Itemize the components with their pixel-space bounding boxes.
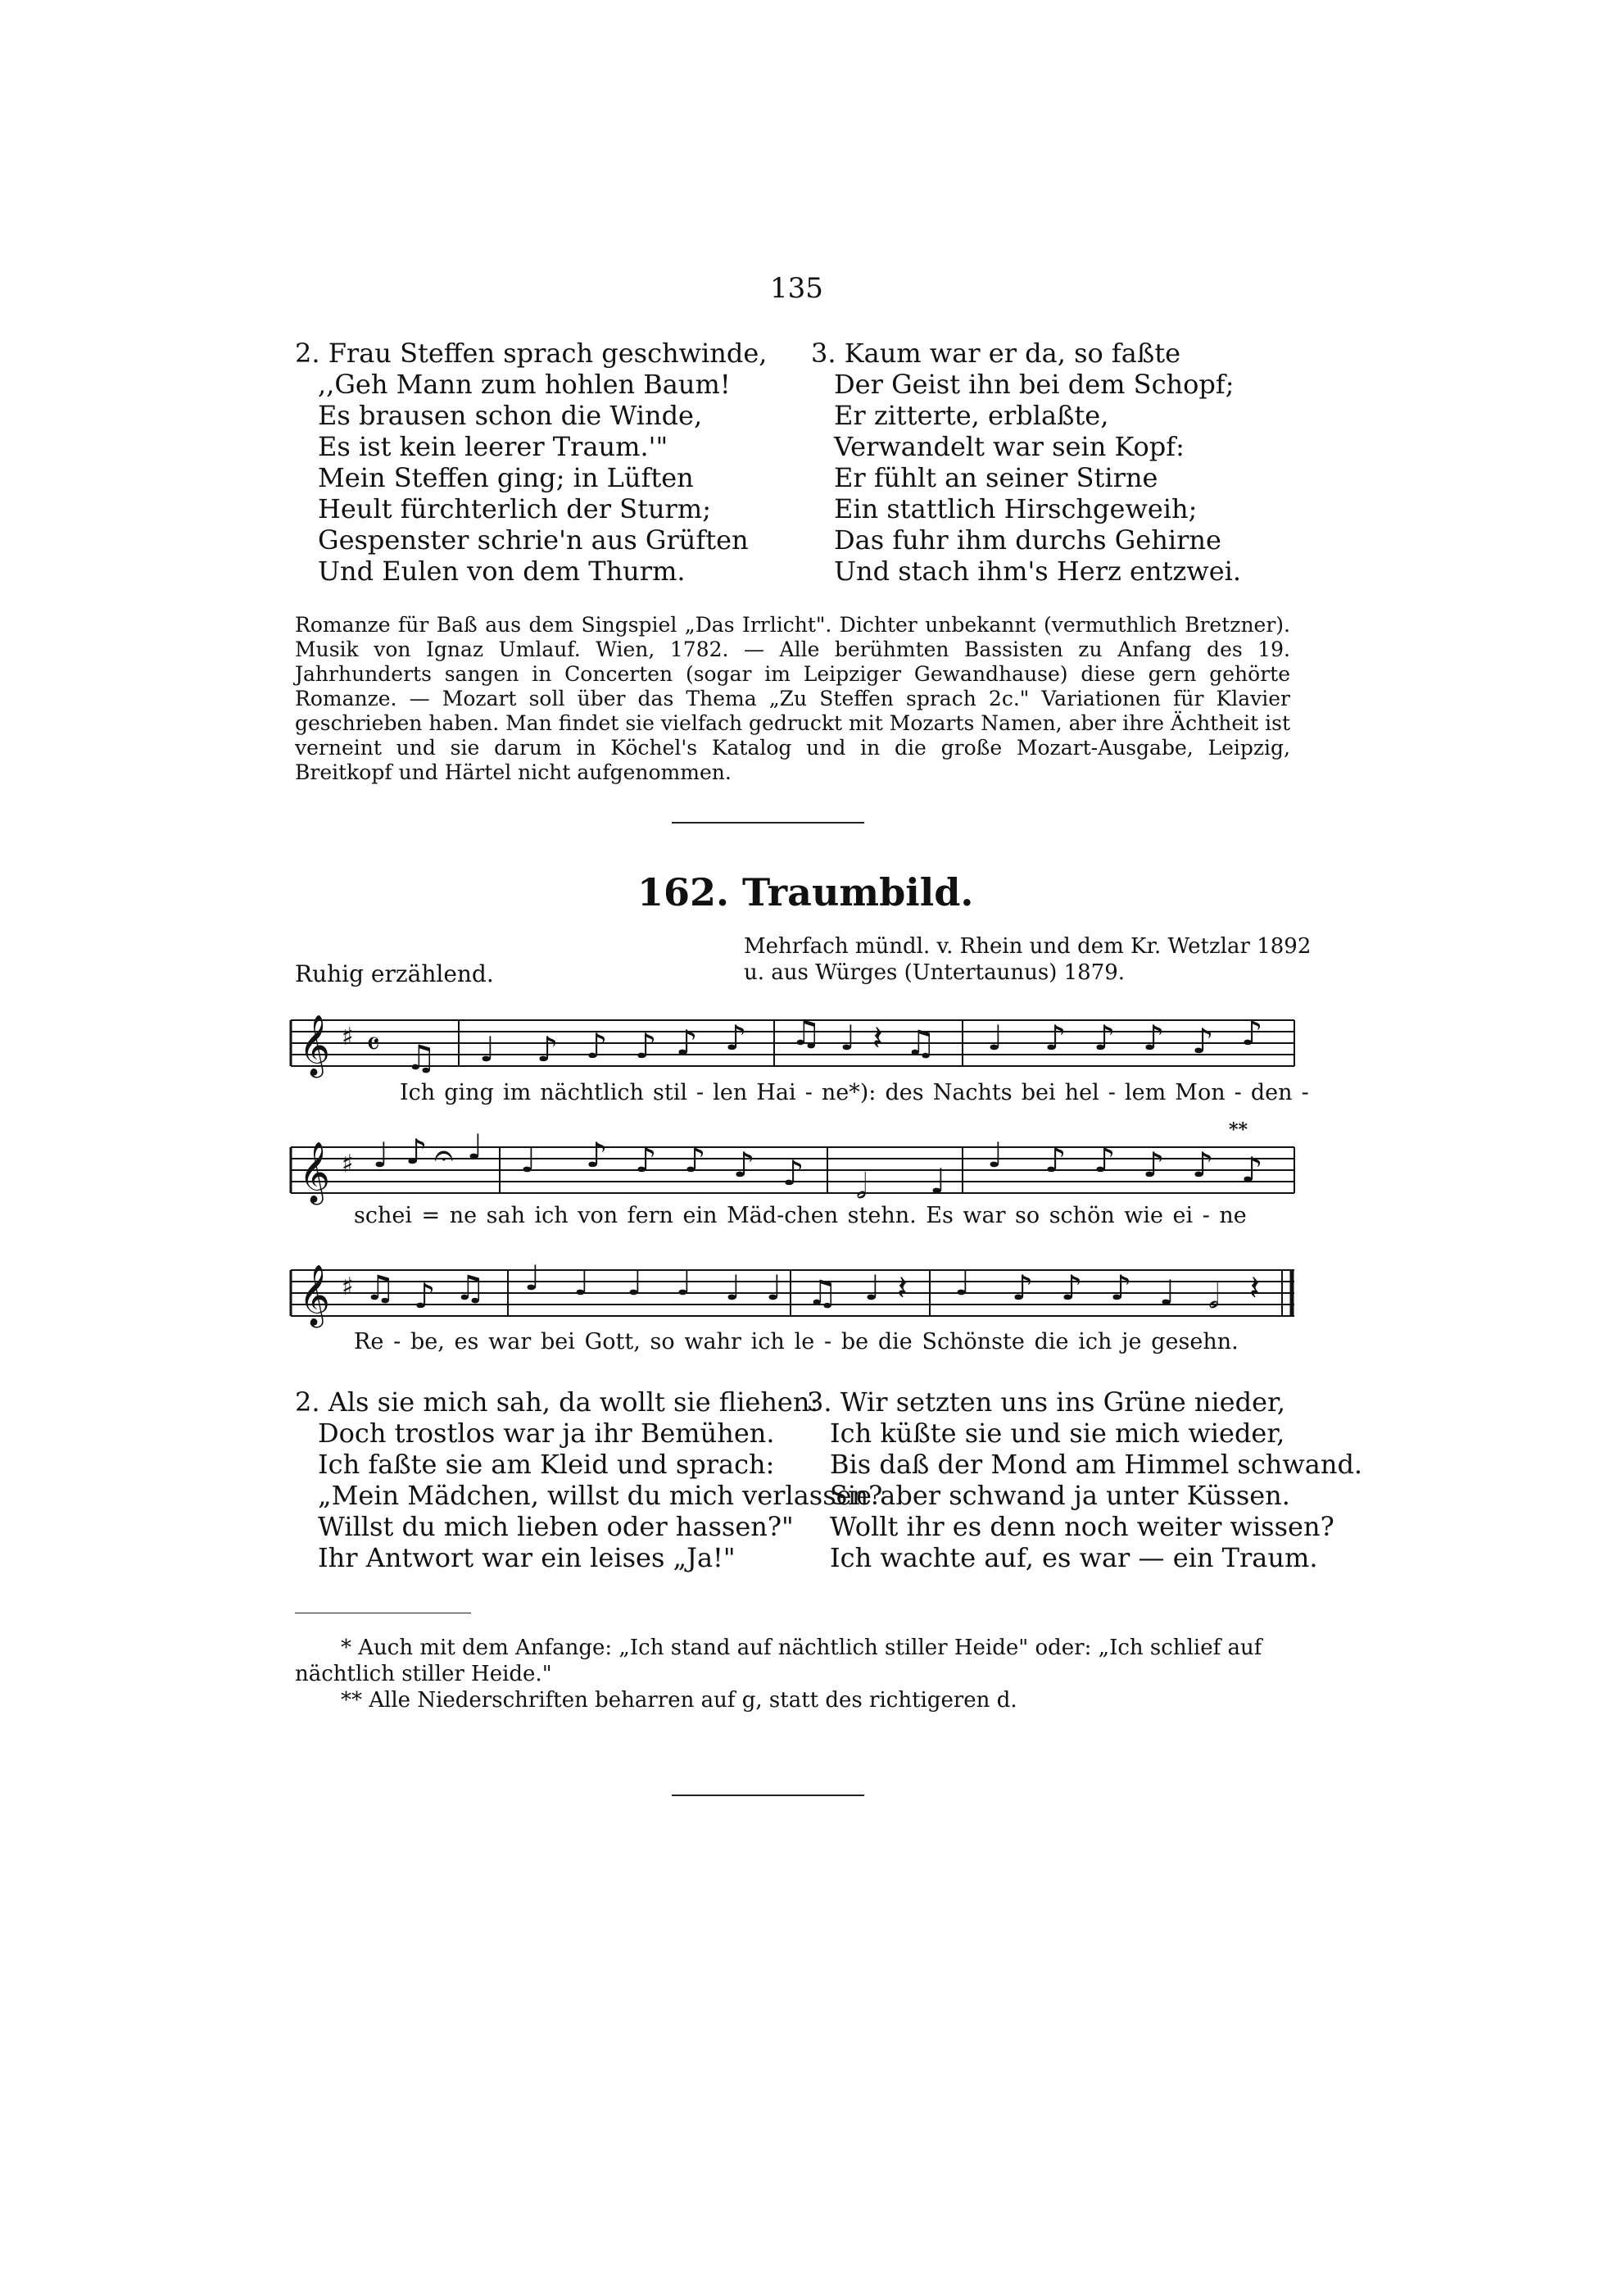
- verse-line: „Mein Mädchen, willst du mich verlassen?: [318, 1480, 883, 1511]
- svg-text:𝄽: 𝄽: [1249, 1268, 1260, 1308]
- song-title: 162. Traumbild.: [637, 870, 974, 914]
- verse-line: 3. Kaum war er da, so faßte: [811, 338, 1181, 369]
- lyric-syllable: -: [696, 1080, 705, 1105]
- svg-text:♩: ♩: [524, 1258, 541, 1298]
- lyric-syllable: -: [1301, 1080, 1309, 1105]
- lyric-syllable: Schönste: [922, 1329, 1025, 1354]
- svg-text:♩: ♩: [864, 1268, 881, 1308]
- sharp-icon: ♯: [342, 1023, 354, 1051]
- lyric-syllable: -: [393, 1329, 401, 1354]
- song-stanza-3: [807, 1386, 1362, 1573]
- song-stanza-2: [295, 1386, 882, 1573]
- verse-line: Es brausen schon die Winde,: [318, 400, 703, 431]
- lyric-syllable: im: [502, 1080, 532, 1105]
- svg-text:♫: ♫: [455, 1268, 486, 1308]
- staff-3-notes: [365, 1258, 1260, 1316]
- lyric-syllable: be,: [410, 1329, 445, 1354]
- verse-line: Ich faßte sie am Kleid und sprach:: [318, 1449, 775, 1480]
- svg-text:♩: ♩: [987, 1135, 1004, 1175]
- lyric-syllable: -: [804, 1080, 813, 1105]
- svg-text:♫: ♫: [365, 1268, 396, 1308]
- lyrics-line-2: [354, 1203, 1247, 1228]
- lyric-syllable: -: [823, 1329, 832, 1354]
- svg-text:♩: ♩: [1159, 1273, 1176, 1313]
- music-staff-2: [291, 1127, 1298, 1213]
- lyric-syllable: war: [488, 1329, 532, 1354]
- lyric-syllable: =: [421, 1203, 441, 1228]
- verse-line: 2. Als sie mich sah, da wollt sie fliehen:: [295, 1386, 819, 1418]
- svg-text:♪: ♪: [537, 1029, 559, 1069]
- svg-text:♪: ♪: [1192, 1145, 1214, 1185]
- lyric-syllable: le: [794, 1329, 815, 1354]
- prev-stanza-2: [295, 338, 767, 587]
- lyric-syllable: die: [1034, 1329, 1069, 1354]
- music-staff-3: [291, 1254, 1298, 1336]
- sharp-icon: ♯: [342, 1273, 354, 1301]
- footnote: ** Alle Niederschriften beharren auf g, statt des richtigeren d.: [341, 1688, 1017, 1713]
- verse-line: Der Geist ihn bei dem Schopf;: [834, 369, 1235, 400]
- svg-text:♪: ♪: [1094, 1018, 1116, 1058]
- svg-text:♩: ♩: [479, 1029, 496, 1069]
- lyric-syllable: von: [578, 1203, 618, 1228]
- svg-text:♪: ♪: [1061, 1268, 1083, 1308]
- lyric-syllable: ne: [449, 1203, 478, 1228]
- svg-text:𝅗𝅥: 𝅗𝅥: [856, 1166, 868, 1206]
- lyric-syllable: gesehn.: [1151, 1329, 1239, 1354]
- lyric-syllable: den: [1250, 1080, 1293, 1105]
- lyric-syllable: Nachts: [932, 1080, 1013, 1105]
- lyric-syllable: lem: [1125, 1080, 1167, 1105]
- lyric-syllable: schön: [1049, 1203, 1115, 1228]
- verse-line: Das fuhr ihm durchs Gehirne: [834, 524, 1221, 556]
- verse-line: Doch trostlos war ja ihr Bemühen.: [318, 1418, 775, 1449]
- svg-text:♪: ♪: [635, 1140, 657, 1180]
- svg-text:♫: ♫: [791, 1013, 822, 1053]
- svg-text:♪: ♪: [1192, 1021, 1214, 1061]
- svg-text:♩: ♩: [930, 1161, 946, 1201]
- lyric-syllable: bei: [541, 1329, 575, 1354]
- treble-clef-icon: 𝄞: [299, 1015, 330, 1076]
- lyric-syllable: Re: [354, 1329, 384, 1354]
- svg-text:♩: ♩: [373, 1135, 389, 1175]
- svg-text:♪: ♪: [406, 1132, 428, 1172]
- footnote-marker: **: [1229, 1119, 1248, 1141]
- svg-text:♩: ♩: [954, 1263, 971, 1303]
- svg-text:♪: ♪: [733, 1145, 755, 1185]
- section-divider: [672, 822, 864, 824]
- lyric-syllable: nächtlich: [540, 1080, 644, 1105]
- lyric-syllable: wahr: [684, 1329, 741, 1354]
- verse-line: Ihr Antwort war ein leises „Ja!": [318, 1542, 736, 1573]
- lyric-syllable: sah: [486, 1203, 525, 1228]
- music-staff-1: [291, 1004, 1298, 1086]
- svg-text:♪: ♪: [1241, 1013, 1263, 1053]
- end-divider: [672, 1795, 864, 1796]
- verse-line: Wollt ihr es denn noch weiter wissen?: [830, 1511, 1334, 1542]
- lyric-syllable: ging: [444, 1080, 494, 1105]
- lyric-syllable: be: [840, 1329, 869, 1354]
- source-line-2: u. aus Würges (Untertaunus) 1879.: [744, 960, 1126, 985]
- svg-text:𝄽: 𝄽: [872, 1018, 883, 1058]
- svg-text:♩: ♩: [987, 1018, 1004, 1058]
- lyrics-line-1: [400, 1080, 1309, 1105]
- lyric-syllable: stil: [652, 1080, 687, 1105]
- svg-text:♩: ♩: [467, 1127, 483, 1167]
- svg-text:♫: ♫: [905, 1023, 936, 1063]
- tempo-marking: Ruhig erzählend.: [295, 960, 494, 987]
- lyric-syllable: je: [1121, 1329, 1142, 1354]
- verse-line: Er fühlt an seiner Stirne: [834, 462, 1158, 493]
- svg-text:♩: ♩: [520, 1140, 537, 1180]
- lyric-syllable: so: [650, 1329, 675, 1354]
- verse-line: Ich küßte sie und sie mich wieder,: [830, 1418, 1285, 1449]
- svg-text:♪: ♪: [1110, 1268, 1132, 1308]
- lyric-syllable: so: [1015, 1203, 1040, 1228]
- svg-text:𝅗𝅥: 𝅗𝅥: [1208, 1276, 1220, 1316]
- lyrics-line-3: [354, 1329, 1239, 1354]
- staff-2-notes: [373, 1127, 1263, 1206]
- verse-line: 3. Wir setzten uns ins Grüne nieder,: [807, 1386, 1285, 1418]
- lyric-syllable: ne: [1219, 1203, 1247, 1228]
- lyric-syllable: fern: [627, 1203, 673, 1228]
- svg-text:♪: ♪: [725, 1018, 747, 1058]
- svg-text:♫: ♫: [807, 1273, 838, 1313]
- svg-text:♪: ♪: [586, 1135, 608, 1175]
- lyric-syllable: stehn.: [847, 1203, 917, 1228]
- svg-text:♫: ♫: [406, 1037, 437, 1078]
- svg-text:♩: ♩: [573, 1263, 590, 1303]
- svg-text:♩: ♩: [766, 1268, 782, 1308]
- svg-text:♪: ♪: [635, 1026, 657, 1066]
- footnotes: [295, 1635, 1290, 1713]
- verse-line: Verwandelt war sein Kopf:: [834, 431, 1185, 462]
- lyric-syllable: ich: [750, 1329, 785, 1354]
- svg-text:♪: ♪: [1094, 1140, 1116, 1180]
- verse-line: Bis daß der Mond am Himmel schwand.: [830, 1449, 1363, 1480]
- lyric-syllable: bei: [1021, 1080, 1056, 1105]
- svg-text:♩: ♩: [627, 1263, 643, 1303]
- svg-text:♪: ♪: [414, 1276, 436, 1316]
- lyric-syllable: es: [454, 1329, 479, 1354]
- lyric-syllable: wie: [1124, 1203, 1163, 1228]
- verse-line: Es ist kein leerer Traum.'": [318, 431, 668, 462]
- svg-text:♪: ♪: [782, 1153, 804, 1193]
- svg-text:♪: ♪: [1044, 1018, 1067, 1058]
- prev-stanza-3: [811, 338, 1241, 587]
- common-time-icon: 𝄴: [366, 1026, 380, 1062]
- svg-text:♪: ♪: [1012, 1268, 1034, 1308]
- lyric-syllable: war: [963, 1203, 1006, 1228]
- page-number: 135: [770, 272, 823, 305]
- svg-text:𝄽: 𝄽: [897, 1268, 908, 1308]
- svg-text:♪: ♪: [586, 1026, 608, 1066]
- verse-line: Mein Steffen ging; in Lüften: [318, 462, 694, 493]
- verse-line: Er zitterte, erblaßte,: [834, 400, 1109, 431]
- sharp-icon: ♯: [342, 1150, 354, 1178]
- lyric-syllable: len: [713, 1080, 748, 1105]
- lyric-syllable: ein: [682, 1203, 718, 1228]
- svg-text:♪: ♪: [1143, 1145, 1165, 1185]
- svg-text:♪: ♪: [1241, 1150, 1263, 1190]
- lyric-syllable: -: [1234, 1080, 1242, 1105]
- verse-line: ,,Geh Mann zum hohlen Baum!: [318, 369, 731, 400]
- lyric-syllable: -: [1108, 1080, 1116, 1105]
- lyric-syllable: ne*):: [821, 1080, 877, 1105]
- staff-1-notes: [406, 1013, 1263, 1078]
- footnote: * Auch mit dem Anfange: „Ich stand auf nächtlich stiller Heide" oder: „Ich schlief auf nächtlich stiller Heide.": [295, 1636, 1262, 1686]
- verse-line: Gespenster schrie'n aus Grüften: [318, 524, 749, 556]
- lyric-syllable: ich: [534, 1203, 569, 1228]
- verse-line: Sie aber schwand ja unter Küssen.: [830, 1480, 1290, 1511]
- svg-text:♪: ♪: [684, 1140, 706, 1180]
- svg-text:𝄐: 𝄐: [434, 1135, 454, 1175]
- lyric-syllable: schei: [354, 1203, 412, 1228]
- source-line-1: Mehrfach mündl. v. Rhein und dem Kr. Wetzlar 1892: [744, 934, 1312, 959]
- lyric-syllable: des: [885, 1080, 924, 1105]
- svg-text:♩: ♩: [725, 1268, 741, 1308]
- treble-clef-icon: 𝄞: [299, 1265, 330, 1326]
- verse-line: Ich wachte auf, es war — ein Traum.: [830, 1542, 1318, 1573]
- svg-text:♪: ♪: [676, 1023, 698, 1063]
- lyric-syllable: die: [877, 1329, 913, 1354]
- lyric-syllable: ei: [1172, 1203, 1194, 1228]
- svg-text:♩: ♩: [840, 1018, 856, 1058]
- lyric-syllable: Mon: [1175, 1080, 1226, 1105]
- treble-clef-icon: 𝄞: [299, 1142, 330, 1203]
- lyric-syllable: Ich: [400, 1080, 436, 1105]
- svg-text:♪: ♪: [1143, 1018, 1165, 1058]
- svg-text:♪: ♪: [1044, 1140, 1067, 1180]
- verse-line: Ein stattlich Hirschgeweih;: [834, 493, 1198, 524]
- verse-line: 2. Frau Steffen sprach geschwinde,: [295, 338, 768, 369]
- lyric-syllable: Hai: [756, 1080, 796, 1105]
- lyric-syllable: Es: [926, 1203, 954, 1228]
- verse-line: Und Eulen von dem Thurm.: [318, 556, 686, 587]
- lyric-syllable: -: [1202, 1203, 1210, 1228]
- verse-line: Heult fürchterlich der Sturm;: [318, 493, 711, 524]
- verse-line: Willst du mich lieben oder hassen?": [318, 1511, 794, 1542]
- song-note: Romanze für Baß aus dem Singspiel „Das Irrlicht". Dichter unbekannt (vermuthlich Bretzner). Musik von Ignaz Umlauf. Wien, 1782. — Alle berühmten Bassisten zu Anfang des 19. Jahrhunderts sangen in Concerten (sogar im Leipziger Gewandhause) diese gern gehörte Romanze. — Mozart soll über das Thema „Zu Steffen sprach 2c." Variationen für Klavier geschrieben haben. Man findet sie vielfach gedruckt mit Mozarts Namen, aber ihre Ächtheit ist verneint und sie darum in Köchel's Katalog und in die große Mozart-Ausgabe, Leipzig, Breitkopf und Härtel nicht aufgenommen.: [295, 613, 1290, 784]
- lyric-syllable: Mäd-chen: [727, 1203, 839, 1228]
- lyric-syllable: ich: [1078, 1329, 1112, 1354]
- verse-line: Und stach ihm's Herz entzwei.: [834, 556, 1242, 587]
- lyric-syllable: Gott,: [584, 1329, 641, 1354]
- svg-text:♩: ♩: [676, 1263, 692, 1303]
- lyric-syllable: hel: [1064, 1080, 1099, 1105]
